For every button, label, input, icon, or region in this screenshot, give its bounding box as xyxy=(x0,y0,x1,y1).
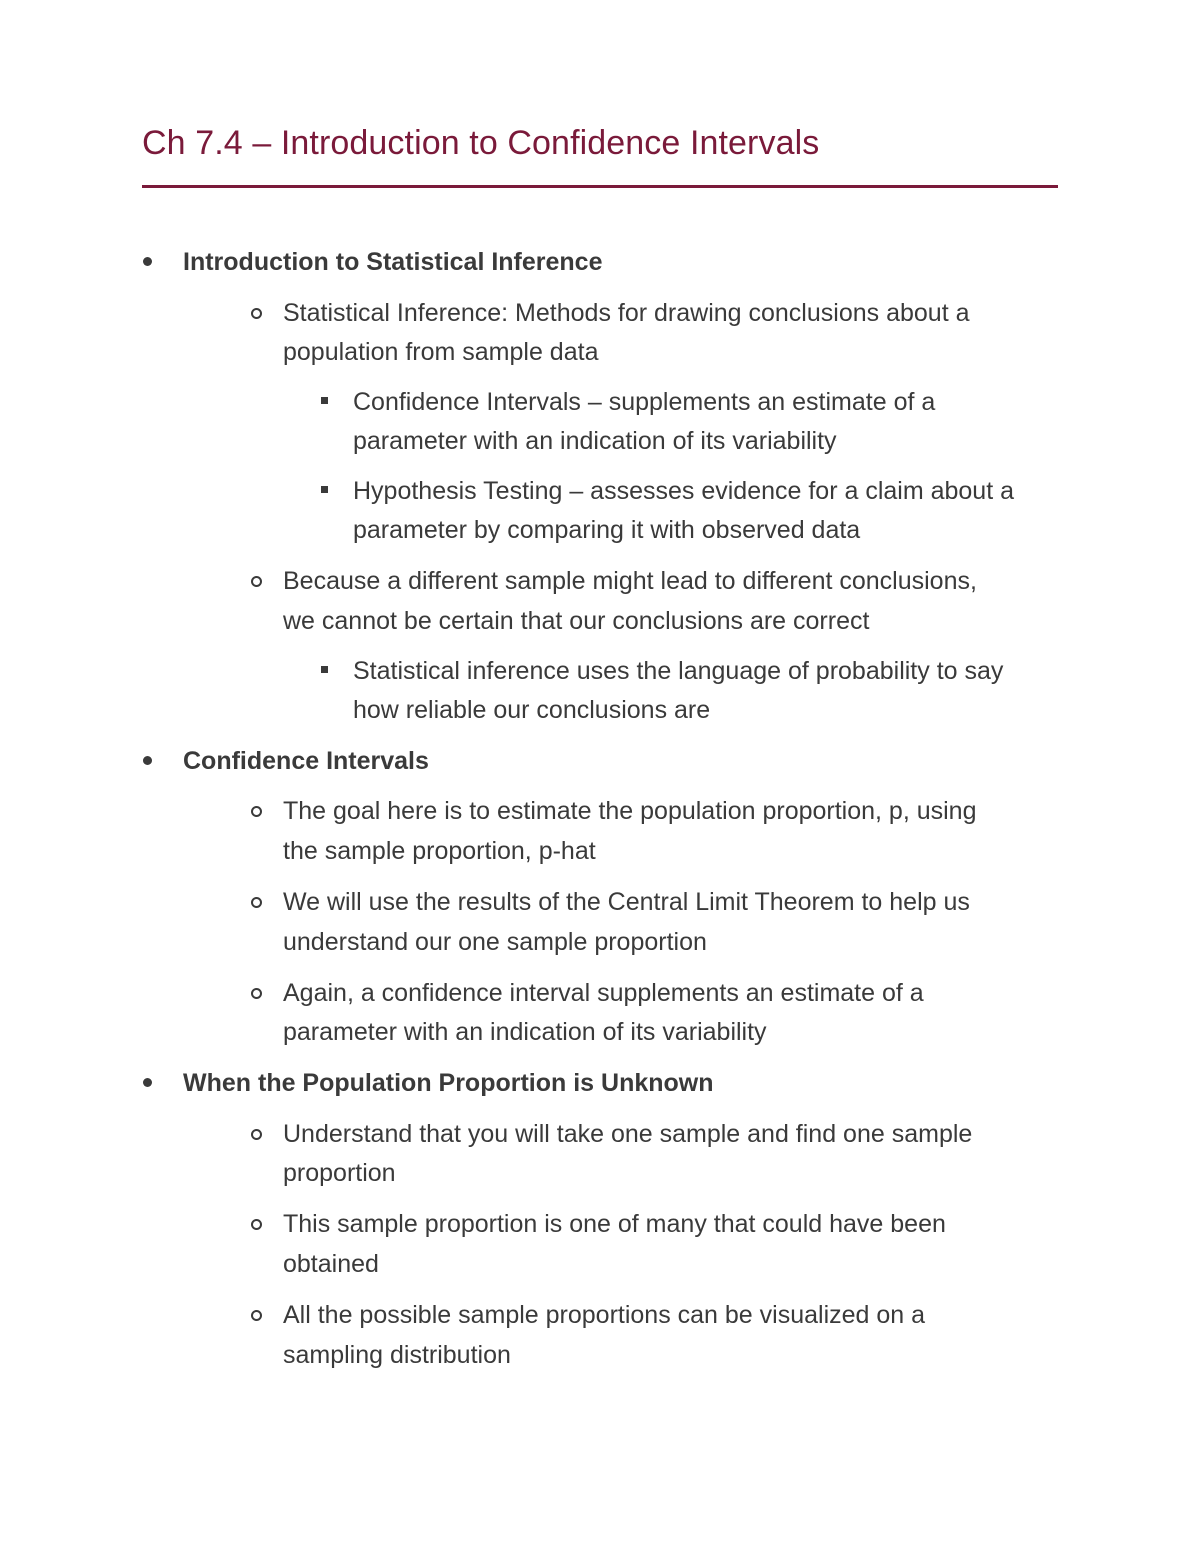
list-item-line: sampling distribution xyxy=(283,1341,511,1369)
section-heading: Introduction to Statistical Inference xyxy=(183,248,603,276)
square-bullet-icon xyxy=(321,486,328,493)
list-item-line: proportion xyxy=(283,1159,396,1187)
square-bullet-icon xyxy=(321,666,328,673)
list-item-line: Understand that you will take one sample and find one sample xyxy=(283,1120,973,1148)
square-bullet-icon xyxy=(321,397,328,404)
list-item-line: understand our one sample proportion xyxy=(283,928,707,956)
list-item-line: Because a different sample might lead to different conclusions, xyxy=(283,567,977,595)
list-item-line: we cannot be certain that our conclusions are correct xyxy=(283,607,870,635)
circle-bullet-icon xyxy=(251,897,262,908)
list-item-line: All the possible sample proportions can be visualized on a xyxy=(283,1301,926,1329)
list-item-line: We will use the results of the Central Limit Theorem to help us xyxy=(283,888,970,916)
circle-bullet-icon xyxy=(251,1310,262,1321)
title-divider xyxy=(142,185,1058,188)
list-item-line: The goal here is to estimate the population proportion, p, using xyxy=(283,797,977,825)
sub-list-item-line: Confidence Intervals – supplements an estimate of a xyxy=(353,388,936,416)
list-item-line: Statistical Inference: Methods for drawing conclusions about a xyxy=(283,299,970,327)
circle-bullet-icon xyxy=(251,806,262,817)
section-heading: Confidence Intervals xyxy=(183,747,429,775)
list-item-line: This sample proportion is one of many that could have been xyxy=(283,1210,946,1238)
section-heading: When the Population Proportion is Unknown xyxy=(183,1069,714,1097)
sub-list-item-line: how reliable our conclusions are xyxy=(353,696,711,724)
page-title: Ch 7.4 – Introduction to Confidence Intervals xyxy=(142,124,820,162)
sub-list-item-line: parameter with an indication of its variability xyxy=(353,427,837,455)
circle-bullet-icon xyxy=(251,1129,262,1140)
list-item-line: Again, a confidence interval supplements an estimate of a xyxy=(283,979,924,1007)
list-item-line: obtained xyxy=(283,1250,379,1278)
circle-bullet-icon xyxy=(251,576,262,587)
circle-bullet-icon xyxy=(251,1219,262,1230)
sub-list-item-line: parameter by comparing it with observed data xyxy=(353,516,861,544)
bullet-icon xyxy=(143,756,152,765)
circle-bullet-icon xyxy=(251,988,262,999)
sub-list-item-line: Hypothesis Testing – assesses evidence for a claim about a xyxy=(353,477,1015,505)
sub-list-item-line: Statistical inference uses the language of probability to say xyxy=(353,657,1004,685)
list-item-line: parameter with an indication of its variability xyxy=(283,1018,767,1046)
bullet-icon xyxy=(143,257,152,266)
list-item-line: population from sample data xyxy=(283,338,599,366)
circle-bullet-icon xyxy=(251,308,262,319)
list-item-line: the sample proportion, p-hat xyxy=(283,837,596,865)
bullet-icon xyxy=(143,1078,152,1087)
